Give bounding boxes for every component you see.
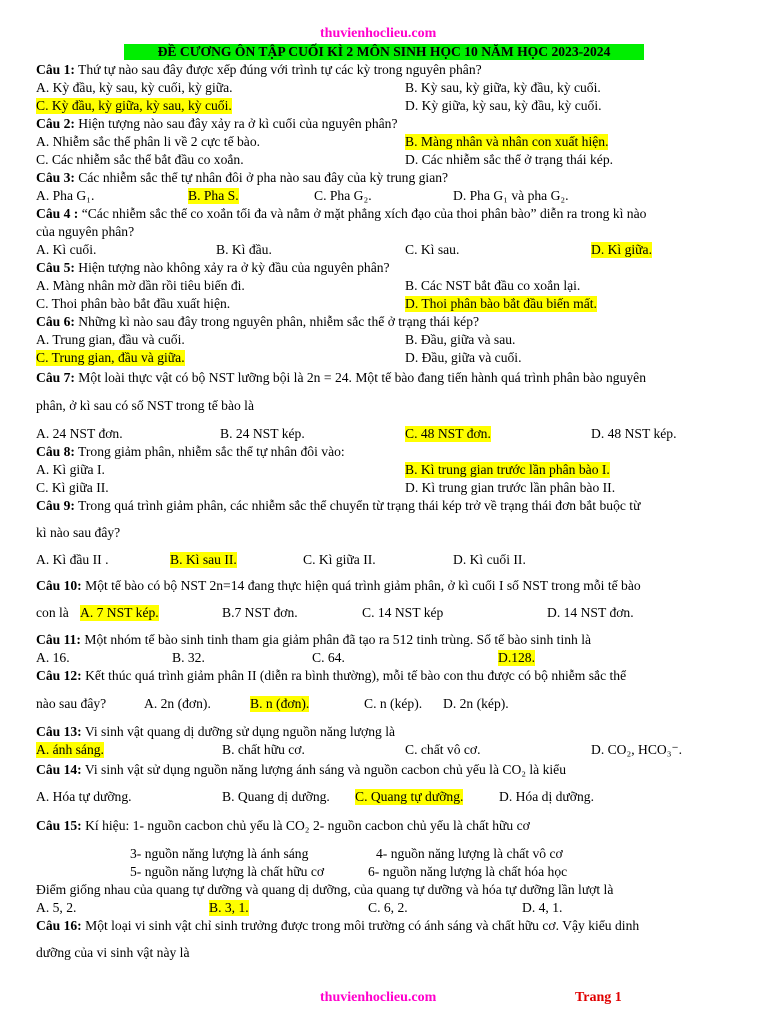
- option-c: C. 64.: [312, 650, 345, 665]
- question-15: Câu 15: Kí hiệu: 1- nguồn cacbon chủ yếu là CO₂ 2- nguồn cacbon chủ yếu là chất hữu cơ: [36, 818, 530, 833]
- option-a: A. Pha G₁.: [36, 188, 95, 203]
- question-5: Câu 5: Hiện tượng nào không xảy ra ở kỳ đầu của nguyên phân?: [36, 260, 390, 275]
- option-a: A. 24 NST đơn.: [36, 426, 123, 441]
- question-13: Câu 13: Vi sinh vật quang dị dưỡng sử dụng nguồn năng lượng là: [36, 724, 396, 739]
- question-12: Câu 12: Kết thúc quá trình giảm phân II (diễn ra bình thường), mỗi tế bào con thu được có bộ nhiễm sắc thể: [36, 668, 627, 683]
- option-d: D. 4, 1.: [522, 900, 563, 915]
- question-15-cont: Điểm giống nhau của quang tự dưỡng và quang dị dưỡng, của quang tự dưỡng và hóa tự dưỡng lần lượt là: [36, 882, 614, 897]
- option-b-answer: B. n (đơn).: [250, 696, 310, 711]
- option-c: C. 14 NST kép: [362, 605, 444, 620]
- option-b: B. chất hữu cơ.: [222, 742, 305, 757]
- question-6: Câu 6: Những kì nào sau đây trong nguyên phân, nhiễm sắc thể ở trạng thái kép?: [36, 314, 480, 329]
- option-b: B.7 NST đơn.: [222, 605, 298, 620]
- option-b: B. 24 NST kép.: [220, 426, 305, 441]
- option-b-answer: B. Pha S.: [188, 188, 239, 203]
- question-11: Câu 11: Một nhóm tế bào sinh tinh tham gia giảm phân đã tạo ra 512 tinh trùng. Số tế bào sinh tinh là: [36, 632, 592, 647]
- option-c: C. 6, 2.: [368, 900, 408, 915]
- option-d: D. 14 NST đơn.: [547, 605, 634, 620]
- question-9: Câu 9: Trong quá trình giảm phân, các nhiễm sắc thể chuyển từ trạng thái kép trở về trạng thái đơn bắt buộc từ: [36, 498, 641, 513]
- site-footer[interactable]: thuvienhoclieu.com: [320, 990, 437, 1005]
- question-1: Câu 1: Thứ tự nào sau đây được xếp đúng với trình tự các kỳ trong nguyên phân?: [36, 62, 482, 77]
- question-16-cont: dưỡng của vi sinh vật này là: [36, 945, 190, 960]
- option-c: C. n (kép).: [364, 696, 423, 711]
- option-a: A. 2n (đơn).: [144, 696, 211, 711]
- legend-item: 6- nguồn năng lượng là chất hóa học: [368, 864, 568, 879]
- option-c-answer: C. 48 NST đơn.: [405, 426, 491, 441]
- question-14: Câu 14: Vi sinh vật sử dụng nguồn năng lượng ánh sáng và nguồn cacbon chủ yếu là CO₂ là kiểu: [36, 762, 567, 777]
- question-1-text: Thứ tự nào sau đây được xếp đúng với trình tự các kỳ trong nguyên phân?: [74, 62, 482, 77]
- document-title: ĐỀ CƯƠNG ÔN TẬP CUỐI KÌ 2 MÔN SINH HỌC 10 NĂM HỌC 2023-2024: [124, 44, 644, 60]
- option-a: A. Kì cuối.: [36, 242, 97, 257]
- question-9-cont: kì nào sau đây?: [36, 525, 121, 540]
- legend-item: 5- nguồn năng lượng là chất hữu cơ: [130, 864, 325, 879]
- option-b-answer: B. Kì trung gian trước lần phân bào I.: [405, 462, 610, 477]
- question-4: Câu 4 : “Các nhiễm sắc thể co xoắn tối đa và nằm ở mặt phẳng xích đạo của thoi phân bào” diễn ra trong kì nào: [36, 206, 647, 221]
- option-a: A. 16.: [36, 650, 70, 665]
- option-a: A. Màng nhân mờ dần rồi tiêu biến đi.: [36, 278, 245, 293]
- question-4-cont: của nguyên phân?: [36, 224, 135, 239]
- question-16: Câu 16: Một loại vi sinh vật chỉ sinh trưởng được trong môi trường có ánh sáng và chất hữu cơ. Vậy kiểu dinh: [36, 918, 640, 933]
- page-number: Trang 1: [575, 990, 622, 1005]
- question-3: Câu 3: Các nhiễm sắc thể tự nhân đôi ở pha nào sau đây của kỳ trung gian?: [36, 170, 449, 185]
- option-a: A. Hóa tự dưỡng.: [36, 789, 132, 804]
- option-c-answer: C. Kỳ đầu, kỳ giữa, kỳ sau, kỳ cuối.: [36, 98, 232, 113]
- option-d: D. 2n (kép).: [443, 696, 509, 711]
- option-d: D. Hóa dị dưỡng.: [499, 789, 594, 804]
- option-a: A. Kỳ đầu, kỳ sau, kỳ cuối, kỳ giữa.: [36, 80, 233, 95]
- option-b: B. Các NST bắt đầu co xoắn lại.: [405, 278, 581, 293]
- question-7-cont: phân, ở kì sau có số NST trong tế bào là: [36, 398, 254, 413]
- question-10-cont: con là: [36, 605, 69, 620]
- legend-item: 3- nguồn năng lượng là ánh sáng: [130, 846, 309, 861]
- option-b-answer: B. Kì sau II.: [170, 552, 237, 567]
- option-d: D. Kỳ giữa, kỳ sau, kỳ đầu, kỳ cuối.: [405, 98, 602, 113]
- question-12-cont: nào sau đây?: [36, 696, 107, 711]
- option-d: D. CO₂, HCO₃⁻.: [591, 742, 683, 757]
- option-a-answer: A. 7 NST kép.: [80, 605, 159, 620]
- option-d: D. Các nhiễm sắc thể ở trạng thái kép.: [405, 152, 614, 167]
- option-c: C. Kì giữa II.: [36, 480, 109, 495]
- option-c: C. Các nhiễm sắc thể bắt đầu co xoắn.: [36, 152, 244, 167]
- question-10: Câu 10: Một tế bào có bộ NST 2n=14 đang thực hiện quá trình giảm phân, ở kì cuối I số NST trong mỗi tế bào: [36, 578, 641, 593]
- question-8: Câu 8: Trong giảm phân, nhiễm sắc thể tự nhân đôi vào:: [36, 444, 345, 459]
- option-b: B. 32.: [172, 650, 205, 665]
- option-c: C. Kì giữa II.: [303, 552, 376, 567]
- option-b: B. Kì đầu.: [216, 242, 272, 257]
- question-7: Câu 7: Một loài thực vật có bộ NST lưỡng bội là 2n = 24. Một tế bào đang tiến hành quá trình phân bào nguyên: [36, 370, 647, 385]
- option-a: A. Trung gian, đầu và cuối.: [36, 332, 185, 347]
- option-a: A. Kì giữa I.: [36, 462, 105, 477]
- option-d: D. Kì trung gian trước lần phân bào II.: [405, 480, 616, 495]
- option-c: C. Pha G₂.: [314, 188, 372, 203]
- option-c-answer: C. Trung gian, đầu và giữa.: [36, 350, 185, 365]
- option-d-answer: D. Kì giữa.: [591, 242, 652, 257]
- option-c: C. chất vô cơ.: [405, 742, 481, 757]
- option-d: D. Kì cuối II.: [453, 552, 526, 567]
- option-d-answer: D. Thoi phân bào bắt đầu biến mất.: [405, 296, 597, 311]
- option-c: C. Thoi phân bào bắt đầu xuất hiện.: [36, 296, 231, 311]
- option-d: D. 48 NST kép.: [591, 426, 677, 441]
- option-b: B. Đầu, giữa và sau.: [405, 332, 516, 347]
- option-c: C. Kì sau.: [405, 242, 460, 257]
- site-header[interactable]: thuvienhoclieu.com: [320, 26, 437, 41]
- option-b: B. Quang dị dưỡng.: [222, 789, 330, 804]
- option-a: A. 5, 2.: [36, 900, 77, 915]
- option-d-answer: D.128.: [498, 650, 536, 665]
- question-2: Câu 2: Hiện tượng nào sau đây xảy ra ở kì cuối của nguyên phân?: [36, 116, 398, 131]
- option-b: B. Kỳ sau, kỳ giữa, kỳ đầu, kỳ cuối.: [405, 80, 601, 95]
- option-d: D. Đầu, giữa và cuối.: [405, 350, 522, 365]
- option-a: A. Nhiễm sắc thể phân li về 2 cực tế bào.: [36, 134, 261, 149]
- option-a-answer: A. ánh sáng.: [36, 742, 104, 757]
- legend-item: 4- nguồn năng lượng là chất vô cơ: [376, 846, 563, 861]
- option-b-answer: B. Màng nhân và nhân con xuất hiện.: [405, 134, 609, 149]
- option-b-answer: B. 3, 1.: [209, 900, 249, 915]
- option-a: A. Kì đầu II .: [36, 552, 109, 567]
- option-c-answer: C. Quang tự dưỡng.: [355, 789, 464, 804]
- option-d: D. Pha G₁ và pha G₂.: [453, 188, 569, 203]
